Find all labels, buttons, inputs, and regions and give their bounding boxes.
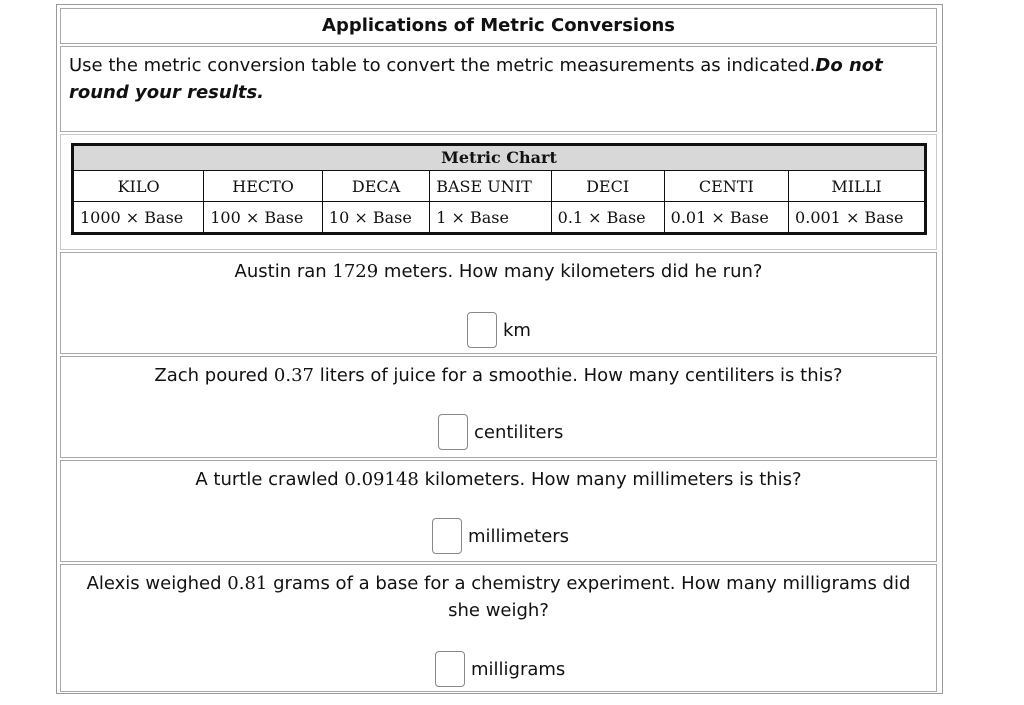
- unit-kilo: KILO: [73, 171, 204, 202]
- unit-milli: MILLI: [789, 171, 926, 202]
- factor-hecto: 100 × Base: [204, 202, 323, 234]
- instructions-text: Use the metric conversion table to convert the metric measurements as indicated.: [69, 55, 816, 76]
- factor-base: 1 × Base: [430, 202, 551, 234]
- answer-input-km[interactable]: [467, 312, 497, 348]
- question-1-unit: km: [503, 319, 531, 341]
- question-3-text: [71, 466, 926, 493]
- factor-centi: 0.01 × Base: [664, 202, 788, 234]
- unit-centi: CENTI: [664, 171, 788, 202]
- question-2: [60, 356, 937, 458]
- unit-deci: DECI: [551, 171, 664, 202]
- question-4-post: grams of a base for a chemistry experiment. How many milligrams did she weigh?: [267, 573, 911, 621]
- factor-deci: 0.1 × Base: [551, 202, 664, 234]
- metric-chart-caption: Metric Chart: [73, 145, 926, 171]
- factor-milli: 0.001 × Base: [789, 202, 926, 234]
- metric-chart-cell: [60, 134, 937, 250]
- question-3: [60, 460, 937, 562]
- unit-base: BASE UNIT: [430, 171, 551, 202]
- unit-deca: DECA: [322, 171, 429, 202]
- question-3-answer: [432, 518, 569, 554]
- question-2-unit: centiliters: [474, 421, 564, 443]
- question-4-pre: Alexis weighed: [86, 573, 228, 594]
- question-4-answer: [435, 651, 565, 687]
- page-title: Applications of Metric Conversions: [60, 8, 937, 44]
- question-2-answer: [438, 414, 563, 450]
- question-1-value: 1729: [332, 261, 379, 282]
- factor-deca: 10 × Base: [322, 202, 429, 234]
- question-4: [60, 564, 937, 692]
- answer-input-centiliters[interactable]: [438, 414, 468, 450]
- question-1-pre: Austin ran: [234, 261, 333, 282]
- instructions-emphasis: Do not round your results.: [69, 55, 883, 103]
- question-3-value: 0.09148: [344, 469, 419, 490]
- question-3-pre: A turtle crawled: [195, 469, 345, 490]
- question-1-answer: [467, 312, 531, 348]
- instructions: [60, 46, 937, 132]
- question-3-post: kilometers. How many millimeters is this?: [418, 469, 802, 490]
- worksheet-frame: [56, 4, 943, 694]
- question-4-text: [75, 570, 922, 624]
- question-1-post: meters. How many kilometers did he run?: [378, 261, 763, 282]
- metric-chart-table: [71, 143, 927, 235]
- question-3-unit: millimeters: [468, 525, 570, 547]
- question-2-pre: Zach poured: [154, 365, 274, 386]
- unit-hecto: HECTO: [204, 171, 323, 202]
- answer-input-millimeters[interactable]: [432, 518, 462, 554]
- question-1-text: [71, 258, 926, 285]
- answer-input-milligrams[interactable]: [435, 651, 465, 687]
- question-4-value: 0.81: [227, 573, 268, 594]
- question-2-post: liters of juice for a smoothie. How many centiliters is this?: [313, 365, 843, 386]
- question-2-value: 0.37: [273, 365, 314, 386]
- question-4-unit: milligrams: [471, 658, 566, 680]
- factor-kilo: 1000 × Base: [73, 202, 204, 234]
- question-1: [60, 252, 937, 354]
- question-2-text: [71, 362, 926, 389]
